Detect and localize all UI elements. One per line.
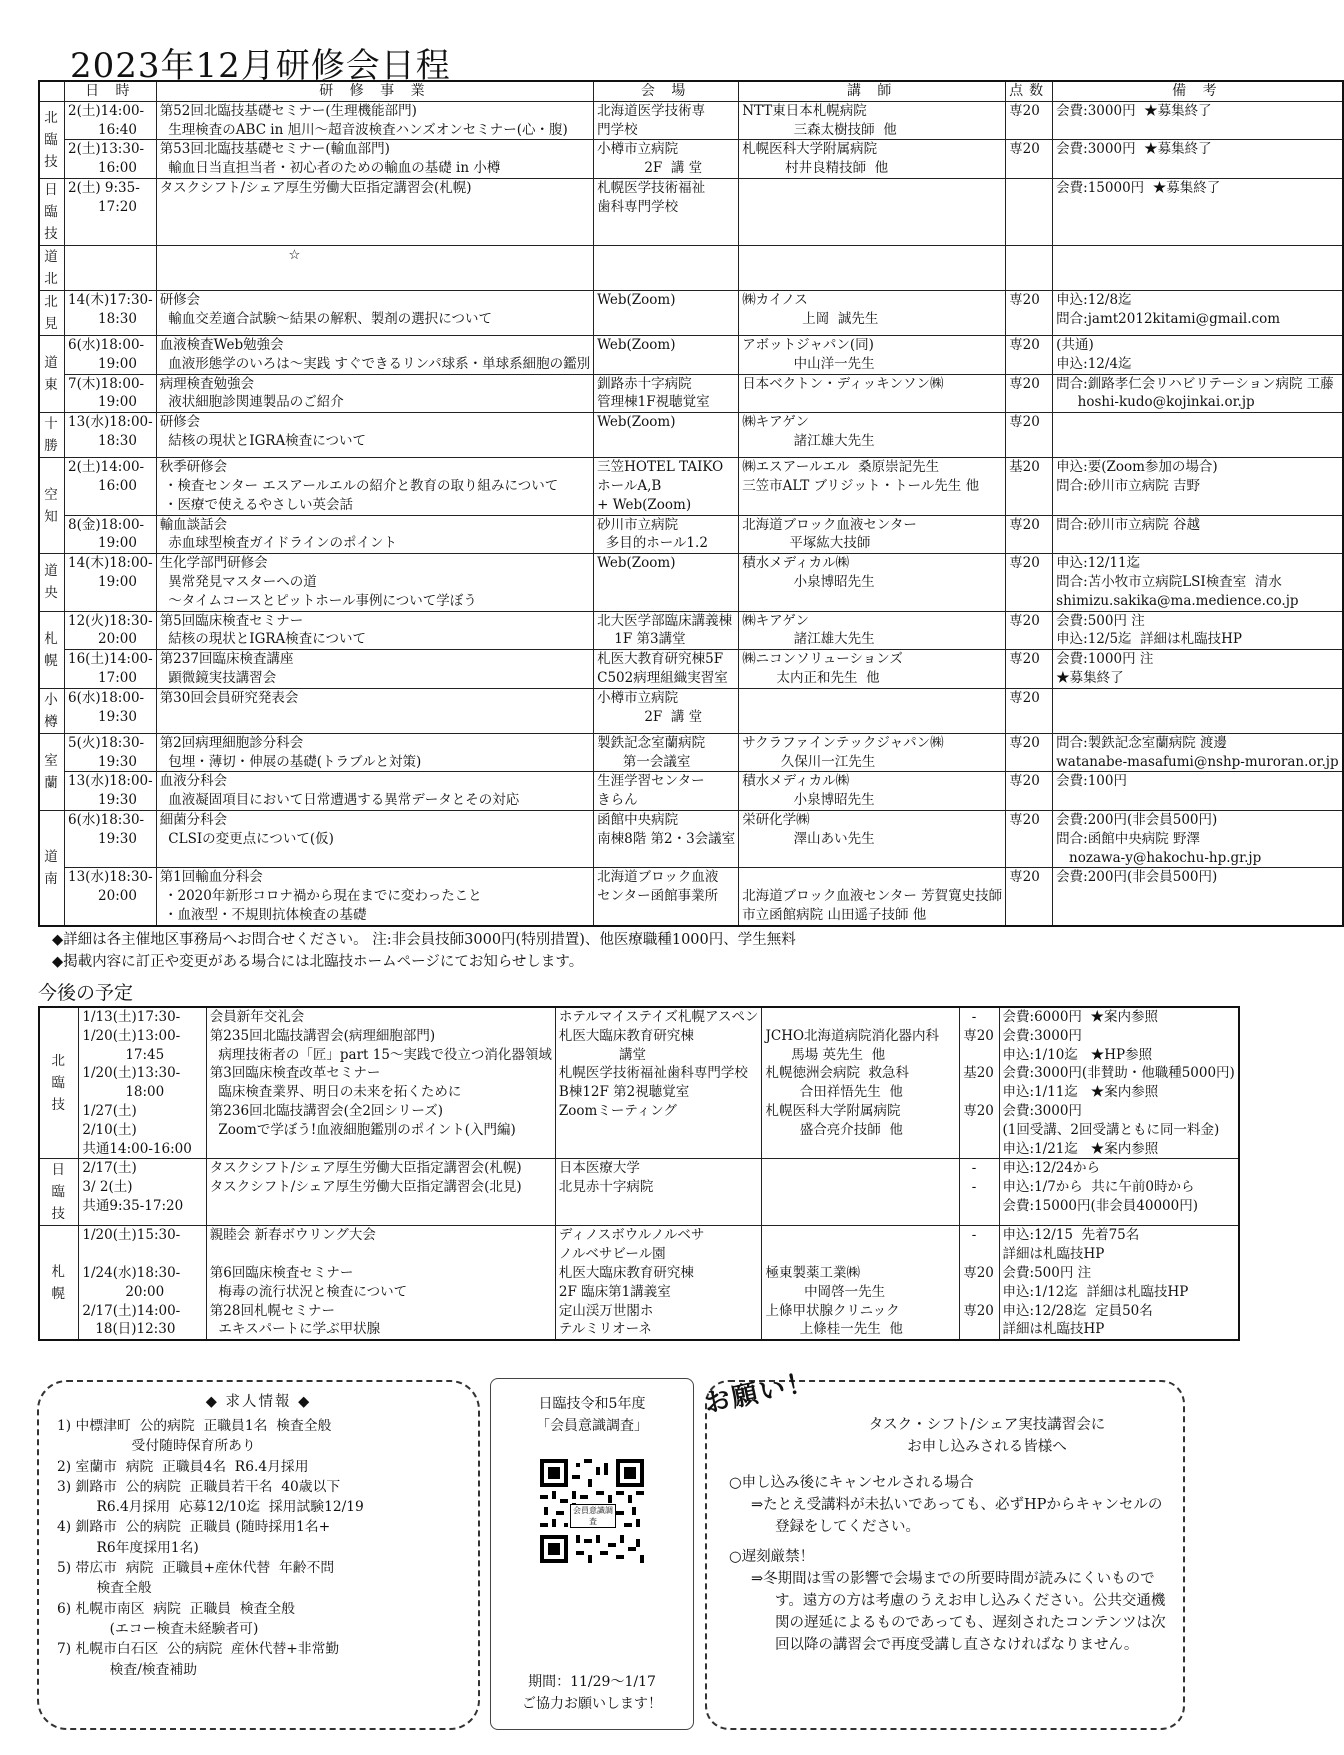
points-cell: 専20 (1006, 688, 1053, 733)
points-cell: 専20 (1006, 868, 1053, 926)
note-cell: 問合:砂川市立病院 谷越 (1053, 515, 1343, 554)
area-cell (39, 101, 65, 178)
date-cell: 1/20(土)15:30- 1/24(水)18:30- 20:00 2/17(土)14:00- 18(日)12:30 (79, 1226, 206, 1340)
lecturer-cell: ㈱ニコンソリューションズ 太内正和先生 他 (739, 650, 1006, 689)
date-cell: 13(水)18:00- 18:30 (65, 413, 157, 458)
area-cell (39, 611, 65, 688)
lecturer-cell: ㈱カイノス 上岡 誠先生 (739, 290, 1006, 335)
event-cell: 研修会 結核の現状とIGRA検査について (156, 413, 593, 458)
table-row (39, 1226, 1239, 1340)
date-cell: 6(水)18:30- 19:30 (65, 810, 157, 867)
venue-cell: 函館中央病院 南棟8階 第2・3会議室 (594, 810, 739, 867)
table-row (39, 413, 1343, 458)
request-badge: お願い！ (701, 1366, 818, 1420)
points-cell: 専20 (1006, 611, 1053, 650)
area-label: 道央 (44, 563, 60, 602)
lecturer-cell: NTT東日本札幌病院 三森太樹技師 他 (739, 101, 1006, 140)
header-cell: 研 修 事 業 (156, 81, 593, 101)
area-label: 北見 (44, 293, 60, 332)
note-cell (1053, 245, 1343, 290)
note-cell: 申込:12/11迄 問合:苫小牧市立病院LSI検査室 清水 shimizu.sakika@ma.medience.co.jp (1053, 554, 1343, 611)
header-cell: 会 場 (594, 81, 739, 101)
table-header-row (39, 81, 1343, 101)
note-cell: 会費:500円 注 申込:12/5迄 詳細は札臨技HP (1053, 611, 1343, 650)
table-row (39, 688, 1343, 733)
event-cell: タスクシフト/シェア厚生労働大臣指定講習会(札幌) タスクシフト/シェア厚生労働大臣指定講習会(北見) (206, 1159, 555, 1226)
lecturer-cell: ㈱キアゲン 諸江雄大先生 (739, 611, 1006, 650)
request-point-1-detail: ⇒たとえ受講料が未払いであっても、必ずHPからキャンセルの登録をしてください。 (751, 1497, 1163, 1535)
area-label: 札幌 (44, 630, 60, 669)
note-cell: 問合:製鉄記念室蘭病院 渡邊 watanabe-masafumi@nshp-muroran.or.jp (1053, 733, 1343, 772)
job-info-box (37, 1380, 480, 1730)
date-cell: 12(火)18:30- 20:00 (65, 611, 157, 650)
note-line-2: ◆掲載内容に訂正や変更がある場合には北臨技ホームページにてお知らせします。 (52, 954, 584, 970)
area-cell (39, 458, 65, 554)
date-cell: 6(水)18:00- 19:30 (65, 688, 157, 733)
request-box (701, 1366, 1185, 1730)
lecturer-cell: JCHO北海道病院消化器内科 馬場 英先生 他 札幌徳洲会病院 救急科 合田祥悟先生 他 札幌医科大学附属病院 盛合亮介技師 他 (762, 1007, 960, 1159)
table-row (39, 458, 1343, 515)
event-cell: 血液分科会 血液凝固項目において日常遭遇する異常データとその対応 (156, 772, 593, 811)
date-cell (65, 245, 157, 290)
survey-thanks: ご協力お願いします！ (522, 1696, 662, 1712)
table-row (39, 772, 1343, 811)
points-cell: 基20 (1006, 458, 1053, 515)
lecturer-cell: 極東製薬工業㈱ 中岡啓一先生 上條甲状腺クリニック 上條桂一先生 他 (762, 1226, 960, 1340)
note-cell (1053, 413, 1343, 458)
survey-line-1: 日臨技令和5年度 (538, 1396, 646, 1412)
area-cell (39, 810, 65, 925)
area-label: 日臨技 (44, 181, 60, 242)
date-cell: 16(土)14:00- 17:00 (65, 650, 157, 689)
note-cell: 申込:12/24から 申込:1/7から 共に午前0時から 会費:15000円(非会員40000円) (999, 1159, 1239, 1226)
venue-cell: 日本医療大学 北見赤十字病院 (555, 1159, 762, 1226)
lecturer-cell (739, 688, 1006, 733)
points-cell: 専20 (1006, 335, 1053, 374)
table-row (39, 290, 1343, 335)
event-cell: タスクシフト/シェア厚生労働大臣指定講習会(札幌) (156, 178, 593, 245)
venue-cell: 北海道医学技術専 門学校 (594, 101, 739, 140)
event-cell: 輸血談話会 赤血球型検査ガイドラインのポイント (156, 515, 593, 554)
event-cell: 秋季研修会 ・検査センター エスアールエルの紹介と教育の取り組みについて ・医療で使えるやさしい英会話 (156, 458, 593, 515)
lecturer-cell: 北海道ブロック血液センター 平塚紘大技師 (739, 515, 1006, 554)
lecturer-cell: ㈱エスアールエル 桑原崇記先生 三笠市ALT ブリジット・トール先生 他 (739, 458, 1006, 515)
event-cell: ☆ (156, 245, 593, 290)
table-row (39, 374, 1343, 413)
area-cell (39, 413, 65, 458)
table-row (39, 515, 1343, 554)
area-label: 室蘭 (44, 752, 60, 791)
area-cell (39, 178, 65, 245)
venue-cell (594, 245, 739, 290)
points-cell: 専20 (1006, 374, 1053, 413)
area-label: 空知 (44, 486, 60, 525)
date-cell: 2(土)14:00- 16:00 (65, 458, 157, 515)
event-cell: 第237回臨床検査講座 顕微鏡実技講習会 (156, 650, 593, 689)
event-cell: 第52回北臨技基礎セミナー(生理機能部門) 生理検査のABC in 旭川〜超音波検査ハンズオンセミナー(心・腹) (156, 101, 593, 140)
date-cell: 2/17(土) 3/ 2(土) 共通9:35-17:20 (79, 1159, 206, 1226)
table-row (39, 178, 1343, 245)
points-cell: 専20 (1006, 650, 1053, 689)
event-cell: 第53回北臨技基礎セミナー(輸血部門) 輸血日当直担当者・初心者のための輸血の基礎 in 小樽 (156, 140, 593, 179)
points-cell: 専20 (1006, 140, 1053, 179)
table-row (39, 1007, 1239, 1159)
note-cell: 問合:釧路孝仁会リハビリテーション病院 工藤 hoshi-kudo@kojinkai.or.jp (1053, 374, 1343, 413)
request-head-1: タスク・シフト/シェア実技講習会に (868, 1417, 1106, 1433)
date-cell: 6(水)18:00- 19:00 (65, 335, 157, 374)
area-cell (39, 688, 65, 733)
lecturer-cell: 札幌医科大学附属病院 村井良精技師 他 (739, 140, 1006, 179)
area-cell (39, 554, 65, 611)
venue-cell: Web(Zoom) (594, 554, 739, 611)
venue-cell: ディノスボウルノルベサ ノルベサビール園 札医大臨床教育研究棟 2F 臨床第1講義室 定山渓万世閣ホ テルミリオーネ (555, 1226, 762, 1340)
area-cell (39, 290, 65, 335)
date-cell: 5(火)18:30- 19:30 (65, 733, 157, 772)
lecturer-cell: 積水メディカル㈱ 小泉博昭先生 (739, 772, 1006, 811)
note-cell: 会費:3000円 ★募集終了 (1053, 140, 1343, 179)
event-cell: 第5回臨床検査セミナー 結核の現状とIGRA検査について (156, 611, 593, 650)
table-row (39, 1159, 1239, 1226)
area-label: 十勝 (44, 416, 60, 455)
future-schedule-table (38, 1006, 1240, 1341)
area-label: 道北 (44, 248, 60, 287)
header-cell: 講 師 (739, 81, 1006, 101)
event-cell: 血液検査Web勉強会 血液形態学のいろは〜実践 すぐできるリンパ球系・単球系細胞の鑑別 (156, 335, 593, 374)
lecturer-cell (739, 245, 1006, 290)
date-cell: 14(木)17:30- 18:30 (65, 290, 157, 335)
note-cell: 会費:1000円 注 ★募集終了 (1053, 650, 1343, 689)
area-cell (39, 1159, 79, 1226)
lecturer-cell: サクラファインテックジャパン㈱ 久保川一江先生 (739, 733, 1006, 772)
table-row (39, 245, 1343, 290)
venue-cell: 生涯学習センター きらん (594, 772, 739, 811)
area-label: 小樽 (44, 691, 60, 730)
venue-cell: 札幌医学技術福祉 歯科専門学校 (594, 178, 739, 245)
survey-line-2: 「会員意識調査」 (536, 1418, 648, 1434)
note-cell: 会費:15000円 ★募集終了 (1053, 178, 1343, 245)
future-title: 今後の予定 (38, 982, 134, 1004)
table-row (39, 140, 1343, 179)
note-cell: 申込:12/8迄 問合:jamt2012kitami@gmail.com (1053, 290, 1343, 335)
date-cell: 14(木)18:00- 19:00 (65, 554, 157, 611)
points-cell: 専20 (1006, 101, 1053, 140)
table-row (39, 810, 1343, 867)
event-cell: 細菌分科会 CLSIの変更点について(仮) (156, 810, 593, 867)
event-cell: 生化学部門研修会 異常発見マスターへの道 〜タイムコースとピットホール事例について学ぼう (156, 554, 593, 611)
job-info-title: ◆ 求人情報 ◆ (205, 1394, 312, 1410)
table-row (39, 554, 1343, 611)
venue-cell: 三笠HOTEL TAIKO ホールA,B + Web(Zoom) (594, 458, 739, 515)
event-cell: 親睦会 新春ボウリング大会 第6回臨床検査セミナー 梅毒の流行状況と検査について 第28回札幌セミナー エキスパートに学ぶ甲状腺 (206, 1226, 555, 1340)
date-cell: 7(木)18:00- 19:00 (65, 374, 157, 413)
header-cell: 点数 (1006, 81, 1053, 101)
page-title: 2023年12月研修会日程 (70, 46, 451, 86)
date-cell: 13(水)18:00- 19:30 (65, 772, 157, 811)
area-cell (39, 245, 65, 290)
event-cell: 研修会 輸血交差適合試験〜結果の解釈、製剤の選択について (156, 290, 593, 335)
points-cell (1006, 245, 1053, 290)
note-cell: 会費:100円 (1053, 772, 1343, 811)
area-label: 札幌 (51, 1263, 67, 1302)
request-head-2: お申し込みされる皆様へ (907, 1439, 1067, 1455)
area-cell (39, 733, 65, 810)
table-row (39, 611, 1343, 650)
note-cell: 会費:3000円 ★募集終了 (1053, 101, 1343, 140)
table-row (39, 335, 1343, 374)
header-cell: 備 考 (1053, 81, 1343, 101)
header-cell: 日 時 (65, 81, 157, 101)
request-point-1: ○申し込み後にキャンセルされる場合 (729, 1475, 974, 1491)
points-cell (1006, 178, 1053, 245)
event-cell: 会員新年交礼会 第235回北臨技講習会(病理細胞部門) 病理技術者の「匠」part 15〜実践で役立つ消化器領域 第3回臨床検査改革セミナー 臨床検査業界、明日の未来を拓くために 第236回北臨技講習会(全2回シリーズ) Zoomで学ぼう!血液細胞鑑別のポイント(入門編) (206, 1007, 555, 1159)
note-cell: 会費:200円(非会員500円) 問合:函館中央病院 野澤 nozawa-y@hakochu-hp.gr.jp (1053, 810, 1343, 867)
note-cell: 申込:12/15 先着75名 詳細は札臨技HP 会費:500円 注 申込:1/12迄 詳細は札臨技HP 申込:12/28迄 定員50名 詳細は札臨技HP (999, 1226, 1239, 1340)
date-cell: 13(水)18:30- 20:00 (65, 868, 157, 926)
venue-cell: ホテルマイステイズ札幌アスペン 札医大臨床教育研究棟 講堂 札幌医学技術福祉歯科専門学校 B棟12F 第2視聴覚室 Zoomミーティング (555, 1007, 762, 1159)
note-line-1: ◆詳細は各主催地区事務局へお問合せください。 注:非会員技師3000円(特別措置)、他医療職種1000円、学生無料 (52, 932, 796, 948)
points-cell: - - (960, 1159, 999, 1226)
points-cell: 専20 (1006, 413, 1053, 458)
event-cell: 病理検査勉強会 液状細胞診関連製品のご紹介 (156, 374, 593, 413)
qr-code[interactable] (540, 1459, 644, 1563)
event-cell: 第2回病理細胞診分科会 包埋・薄切・伸展の基礎(トラブルと対策) (156, 733, 593, 772)
lecturer-cell: 栄研化学㈱ 澤山あい先生 (739, 810, 1006, 867)
table-row (39, 868, 1343, 926)
area-label: 道東 (44, 355, 60, 394)
points-cell: 専20 (1006, 772, 1053, 811)
table-row (39, 733, 1343, 772)
venue-cell: 小樽市立病院 2F 講 堂 (594, 140, 739, 179)
note-cell: (共通) 申込:12/4迄 (1053, 335, 1343, 374)
points-cell: 専20 (1006, 515, 1053, 554)
venue-cell: 小樽市立病院 2F 講 堂 (594, 688, 739, 733)
area-cell (39, 1226, 79, 1340)
table-row (39, 650, 1343, 689)
area-cell (39, 335, 65, 412)
date-cell: 2(土)13:30- 16:00 (65, 140, 157, 179)
event-cell: 第1回輸血分科会 ・2020年新形コロナ禍から現在までに変わったこと ・血液型・不規則抗体検査の基礎 (156, 868, 593, 926)
lecturer-cell: ㈱キアゲン 諸江雄大先生 (739, 413, 1006, 458)
venue-cell: Web(Zoom) (594, 290, 739, 335)
date-cell: 8(金)18:00- 19:00 (65, 515, 157, 554)
points-cell: 専20 (1006, 290, 1053, 335)
points-cell: 専20 (1006, 733, 1053, 772)
lecturer-cell: 積水メディカル㈱ 小泉博昭先生 (739, 554, 1006, 611)
date-cell: 2(土) 9:35- 17:20 (65, 178, 157, 245)
venue-cell: 釧路赤十字病院 管理棟1F視聴覚室 (594, 374, 739, 413)
lecturer-cell (762, 1159, 960, 1226)
date-cell: 1/13(土)17:30- 1/20(土)13:00- 17:45 1/20(土)13:30- 18:00 1/27(土) 2/10(土) 共通14:00-16:00 (79, 1007, 206, 1159)
venue-cell: 砂川市立病院 多目的ホール1.2 (594, 515, 739, 554)
job-info-list: 1) 中標津町 公的病院 正職員1名 検査全般 受付随時保育所あり 2) 室蘭市 病院 正職員4名 R6.4月採用 3) 釧路市 公的病院 正職員若干名 40歳以下 R6.4月採用 応募12/10迄 採用試験12/19 4) 釧路市 公的病院 正職員 (随時採用1名+ R6年度採用1名) 5) 帯広市 病院 正職員+産休代替 年齢不問 検査全般 6) 札幌市南区 病院 正職員 検査全般 (エコー検査未経験者可) 7) 札幌市白石区 公的病院 産休代替+非常勤 検査/検査補助 (57, 1418, 364, 1678)
lecturer-cell: アボットジャパン(同) 中山洋一先生 (739, 335, 1006, 374)
venue-cell: 北大医学部臨床講義棟 1F 第3講堂 (594, 611, 739, 650)
note-cell: 申込:要(Zoom参加の場合) 問合:砂川市立病院 吉野 (1053, 458, 1343, 515)
request-point-2-detail: ⇒冬期間は雪の影響で会場までの所要時間が読みにくいものです。遠方の方は考慮のうえお申し込みください。公共交通機関の遅延によるものであっても、遅刻されたコンテンツは次回以降の講習会で再度受講し直さなければなりません。 (751, 1571, 1166, 1653)
venue-cell: 製鉄記念室蘭病院 第一会議室 (594, 733, 739, 772)
venue-cell: 札医大教育研究棟5F C502病理組織実習室 (594, 650, 739, 689)
points-cell: 専20 (1006, 810, 1053, 867)
points-cell: - 専20 専20 (960, 1226, 999, 1340)
area-label: 北臨技 (44, 109, 60, 170)
lecturer-cell: 北海道ブロック血液センター 芳賀寛史技師 市立函館病院 山田遥子技師 他 (739, 868, 1006, 926)
area-label: 日臨技 (51, 1162, 67, 1223)
header-cell-area (39, 81, 65, 101)
survey-box (490, 1378, 694, 1730)
venue-cell: Web(Zoom) (594, 335, 739, 374)
event-cell: 第30回会員研究発表会 (156, 688, 593, 733)
area-label: 道南 (44, 848, 60, 887)
lecturer-cell (739, 178, 1006, 245)
note-cell: 会費:6000円 ★案内参照 会費:3000円 申込:1/10迄 ★HP参照 会費:3000円(非賛助・他職種5000円) 申込:1/11迄 ★案内参照 会費:3000円 (1回受講、2回受講ともに同一料金) 申込:1/21迄 ★案内参照 (999, 1007, 1239, 1159)
survey-period: 期間：11/29～1/17 (528, 1674, 656, 1690)
points-cell: 専20 (1006, 554, 1053, 611)
schedule-table (38, 80, 1344, 927)
area-cell (39, 1007, 79, 1159)
venue-cell: Web(Zoom) (594, 413, 739, 458)
request-point-2: ○遅刻厳禁！ (729, 1549, 815, 1565)
lecturer-cell: 日本ベクトン・ディッキンソン㈱ (739, 374, 1006, 413)
date-cell: 2(土)14:00- 16:40 (65, 101, 157, 140)
venue-cell: 北海道ブロック血液 センター函館事業所 (594, 868, 739, 926)
area-label: 北臨技 (51, 1053, 67, 1114)
note-cell: 会費:200円(非会員500円) (1053, 868, 1343, 926)
note-cell (1053, 688, 1343, 733)
qr-label: 会員意識調査 (570, 1504, 616, 1528)
points-cell: - 専20 基20 専20 (960, 1007, 999, 1159)
table-row (39, 101, 1343, 140)
